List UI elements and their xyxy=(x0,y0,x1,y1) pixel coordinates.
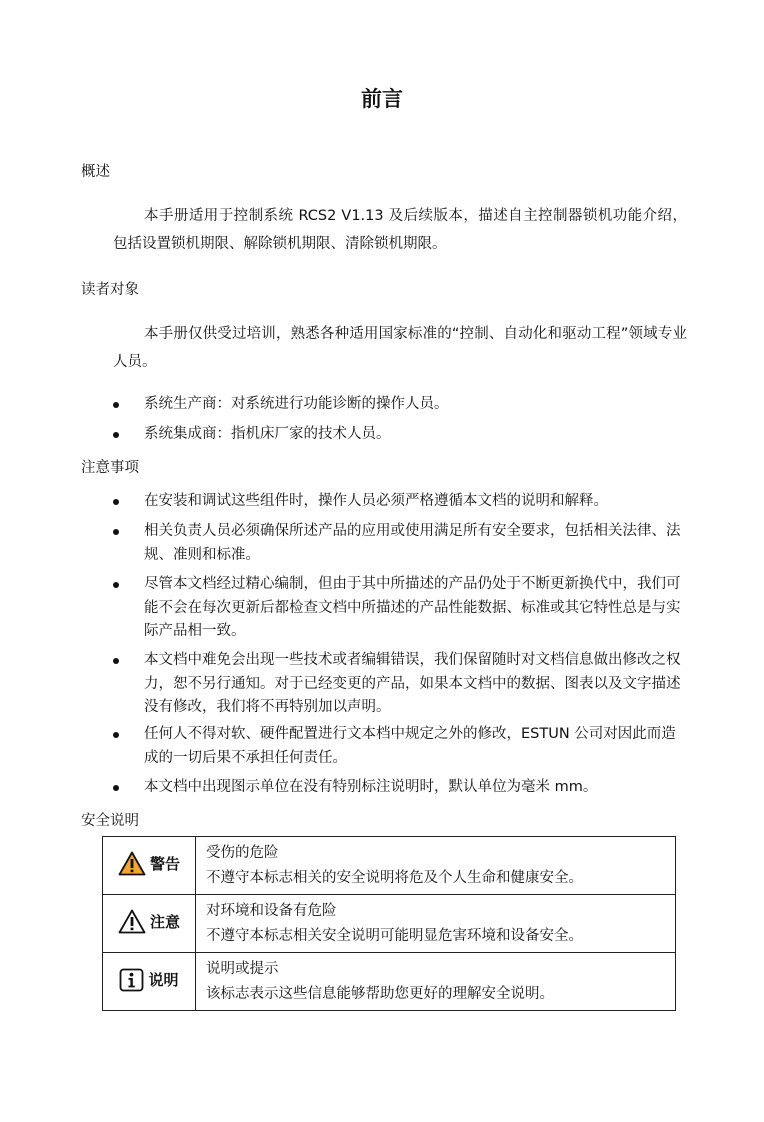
symbol-label: 注意 xyxy=(149,913,180,931)
info-icon xyxy=(119,968,144,992)
page-title: 前言 xyxy=(361,87,403,111)
list-item-text: 尽管本文档经过精心编制，但由于其中所描述的产品仍处于不断更新换代中，我们可能不会在每次更新后都检查文档中所描述的产品性能数据、标准或其它特性总是与实际产品相一致。 xyxy=(144,576,681,639)
description-cell xyxy=(196,953,676,1011)
table-row xyxy=(103,837,676,895)
table-row xyxy=(103,953,676,1011)
description-title: 对环境和设备有危险 xyxy=(206,902,337,919)
bullet-dot xyxy=(113,499,119,505)
description-cell xyxy=(196,837,676,895)
overview-heading: 概述 xyxy=(81,164,110,180)
symbol-label: 说明 xyxy=(148,971,179,989)
list-item-text: 本文档中难免会出现一些技术或者编辑错误，我们保留随时对文档信息做出修改之权力，恕不另行通知。对于已经变更的产品，如果本文档中的数据、图表以及文字描述没有修改，我们将不再特别加以声明。 xyxy=(144,652,681,715)
bullet-dot xyxy=(113,402,119,408)
description-text: 不遵守本标志相关的安全说明将危及个人生命和健康安全。 xyxy=(206,869,583,886)
table-row xyxy=(103,895,676,953)
description-cell xyxy=(196,895,676,953)
warning-filled-icon xyxy=(118,851,146,876)
symbol-cell xyxy=(103,837,196,895)
symbol-cell xyxy=(103,895,196,953)
symbol-caution xyxy=(118,909,180,934)
list-item-text: 系统生产商：对系统进行功能诊断的操作人员。 xyxy=(144,396,449,412)
bullet-dot xyxy=(113,785,119,791)
description-text: 该标志表示这些信息能够帮助您更好的理解安全说明。 xyxy=(206,985,554,1002)
description-text: 不遵守本标志相关安全说明可能明显危害环境和设备安全。 xyxy=(206,927,583,944)
symbol-warning xyxy=(118,851,180,876)
notes-heading: 注意事项 xyxy=(81,460,139,476)
warning-outline-icon xyxy=(118,909,146,934)
safety-table xyxy=(102,836,676,1011)
bullet-dot xyxy=(113,732,119,738)
safety-heading: 安全说明 xyxy=(81,813,139,829)
list-item-text: 任何人不得对软、硬件配置进行文本档中规定之外的修改，ESTUN 公司对因此而造成的一切后果不承担任何责任。 xyxy=(144,726,676,766)
list-item-text: 相关负责人员必须确保所述产品的应用或使用满足所有安全要求，包括相关法律、法规、准则和标准。 xyxy=(144,523,681,563)
bullet-dot xyxy=(113,529,119,535)
bullet-dot xyxy=(113,432,119,438)
bullet-dot xyxy=(113,582,119,588)
readers-heading: 读者对象 xyxy=(81,282,139,298)
list-item-text: 在安装和调试这些组件时，操作人员必须严格遵循本文档的说明和解释。 xyxy=(144,493,608,509)
symbol-label: 警告 xyxy=(149,855,180,873)
description-title: 受伤的危险 xyxy=(206,844,279,861)
overview-text: 本手册适用于控制系统 RCS2 V1.13 及后续版本，描述自主控制器锁机功能介绍，包括设置锁机期限、解除锁机期限、清除锁机期限。 xyxy=(113,208,687,252)
readers-text: 本手册仅供受过培训，熟悉各种适用国家标准的“控制、自动化和驱动工程”领域专业人员。 xyxy=(113,326,687,370)
description-title: 说明或提示 xyxy=(206,960,279,977)
list-item-text: 系统集成商：指机床厂家的技术人员。 xyxy=(144,426,391,442)
symbol-info xyxy=(119,968,178,992)
list-item-text: 本文档中出现图示单位在没有特别标注说明时，默认单位为毫米 mm。 xyxy=(144,779,598,795)
symbol-cell xyxy=(103,953,196,1011)
bullet-dot xyxy=(113,658,119,664)
